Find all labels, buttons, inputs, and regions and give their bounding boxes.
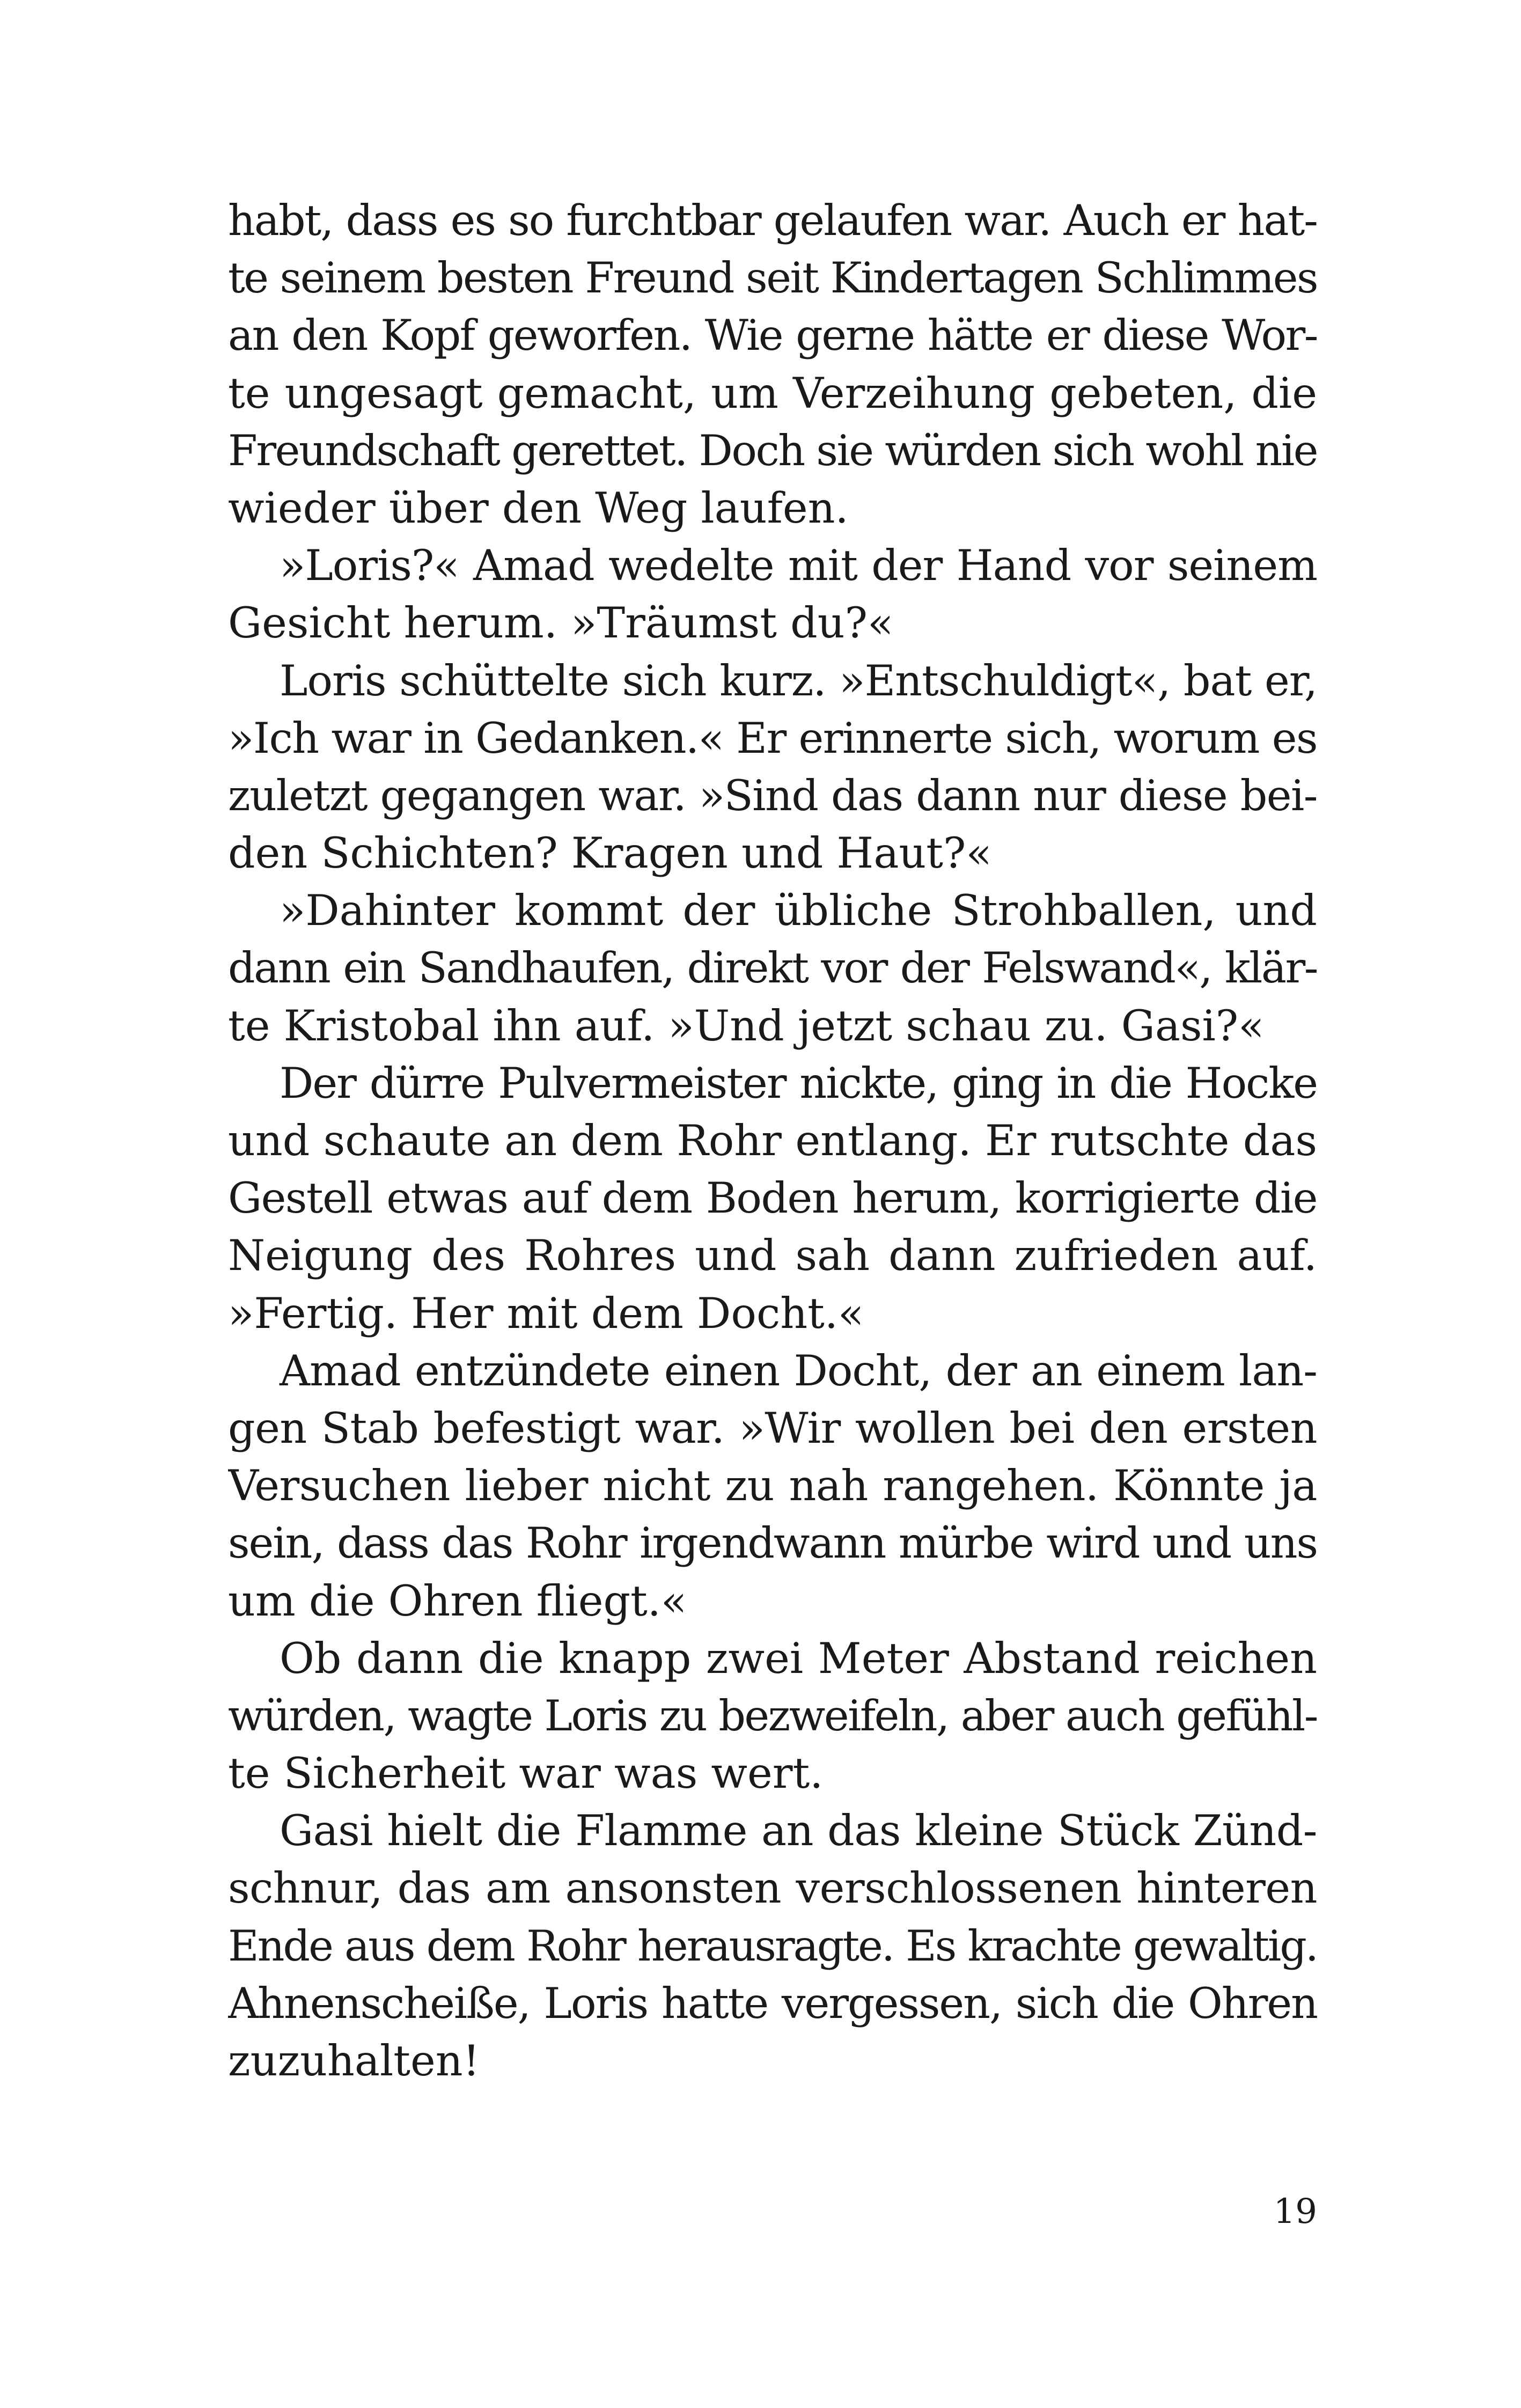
paragraph [228, 882, 1317, 1055]
text-line: zuzuhalten! [228, 2036, 480, 2086]
text-line: Ahnenscheiße, Loris hatte vergessen, sich die Ohren [228, 1978, 1317, 2028]
text-line: Amad entzündete einen Docht, der an einem lan- [280, 1346, 1317, 1396]
text-line: wieder über den Weg laufen. [228, 483, 849, 533]
text-line: Der dürre Pulvermeister nickte, ging in die Hocke [280, 1058, 1317, 1108]
paragraph [228, 1342, 1317, 1630]
text-line: Gasi hielt die Flamme an das kleine Stück Zünd- [280, 1806, 1317, 1856]
text-line: Loris schüttelte sich kurz. »Entschuldigt«, bat er, [280, 656, 1317, 706]
text-line: schnur, das am ansonsten verschlossenen hinteren [228, 1863, 1317, 1913]
text-line: den Schichten? Kragen und Haut?« [228, 828, 992, 878]
text-line: würden, wagte Loris zu bezweifeln, aber auch gefühl- [228, 1691, 1317, 1741]
text-line: te ungesagt gemacht, um Verzeihung gebeten, die [228, 368, 1317, 418]
text-line: »Fertig. Her mit dem Docht.« [228, 1288, 864, 1338]
paragraph [228, 1055, 1317, 1342]
text-line: dann ein Sandhaufen, direkt vor der Felswand«, klär- [228, 943, 1317, 993]
paragraph [228, 1802, 1317, 2090]
paragraph [228, 537, 1317, 652]
text-line: »Loris?« Amad wedelte mit der Hand vor seinem [280, 541, 1317, 591]
paragraph [228, 1630, 1317, 1803]
text-line: te Sicherheit war was wert. [228, 1749, 824, 1798]
text-line: gen Stab befestigt war. »Wir wollen bei den ersten [228, 1403, 1317, 1453]
body-text [228, 192, 1317, 2090]
page-number: 19 [1273, 2192, 1317, 2231]
text-line: te Kristobal ihn auf. »Und jetzt schau zu. Gasi?« [228, 1001, 1265, 1051]
text-line: Neigung des Rohres und sah dann zufrieden auf. [228, 1231, 1317, 1281]
text-line: sein, dass das Rohr irgendwann mürbe wird und uns [228, 1518, 1317, 1568]
text-line: Freundschaft gerettet. Doch sie würden sich wohl nie [228, 425, 1317, 475]
text-line: und schaute an dem Rohr entlang. Er rutschte das [228, 1116, 1317, 1165]
text-line: te seinem besten Freund seit Kindertagen Schlimmes [228, 253, 1317, 303]
text-line: um die Ohren fliegt.« [228, 1576, 687, 1626]
text-line: »Ich war in Gedanken.« Er erinnerte sich, worum es [228, 713, 1317, 763]
text-line: zuletzt gegangen war. »Sind das dann nur diese bei- [228, 770, 1317, 820]
text-line: »Dahinter kommt der übliche Strohballen, und [280, 886, 1317, 936]
text-line: an den Kopf geworfen. Wie gerne hätte er diese Wor- [228, 311, 1317, 361]
paragraph [228, 652, 1317, 883]
text-line: Versuchen lieber nicht zu nah rangehen. Könnte ja [228, 1461, 1317, 1511]
text-line: habt, dass es so furchtbar gelaufen war. Auch er hat- [228, 196, 1317, 245]
text-line: Ob dann die knapp zwei Meter Abstand reichen [280, 1633, 1317, 1683]
paragraph [228, 192, 1317, 537]
text-line: Gestell etwas auf dem Boden herum, korrigierte die [228, 1173, 1317, 1223]
text-line: Ende aus dem Rohr herausragte. Es krachte gewaltig. [228, 1921, 1317, 1971]
text-line: Gesicht herum. »Träumst du?« [228, 598, 894, 648]
